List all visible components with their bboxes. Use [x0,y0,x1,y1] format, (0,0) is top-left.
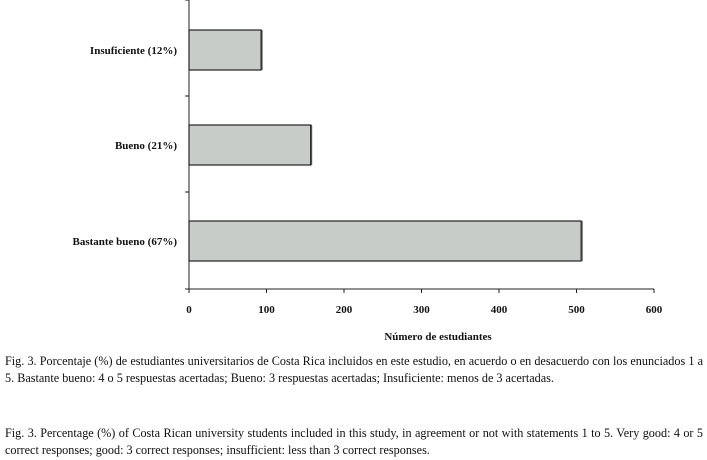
figure-caption-spanish: Fig. 3. Porcentaje (%) de estudiantes universitarios de Costa Rica incluidos en este estudio, en acuerdo o en desacuerdo con los enunciados 1 a 5. Bastante bueno: 4 o 5 respuestas acertadas; Bueno: 3 respuestas acertadas; Insuficiente: menos de 3 acertadas. [5,354,703,385]
bar-1 [189,125,311,165]
x-tick-label-0: 0 [186,304,192,316]
x-tick-label-2: 200 [335,304,353,316]
bar-2 [189,221,581,261]
category-label-2: Bastante bueno (67%) [72,236,177,248]
x-tick-label-6: 600 [645,304,663,316]
figure-caption-english: Fig. 3. Percentage (%) of Costa Rican university students included in this study, in agreement or not with statements 1 to 5. Very good: 4 or 5 correct responses; good: 3 correct responses; insufficient: less than 3 correct responses. [5,426,703,457]
x-tick-label-3: 300 [413,304,430,316]
x-tick-label-1: 100 [258,304,275,316]
x-tick-label-4: 400 [490,304,508,316]
x-axis-title: Número de estudiantes [384,331,492,343]
category-label-0: Insuficiente (12%) [89,45,177,57]
category-label-1: Bueno (21%) [114,140,177,152]
labels [72,45,662,343]
bars [189,30,582,261]
x-tick-label-5: 500 [568,304,585,316]
bar-0 [189,30,261,70]
